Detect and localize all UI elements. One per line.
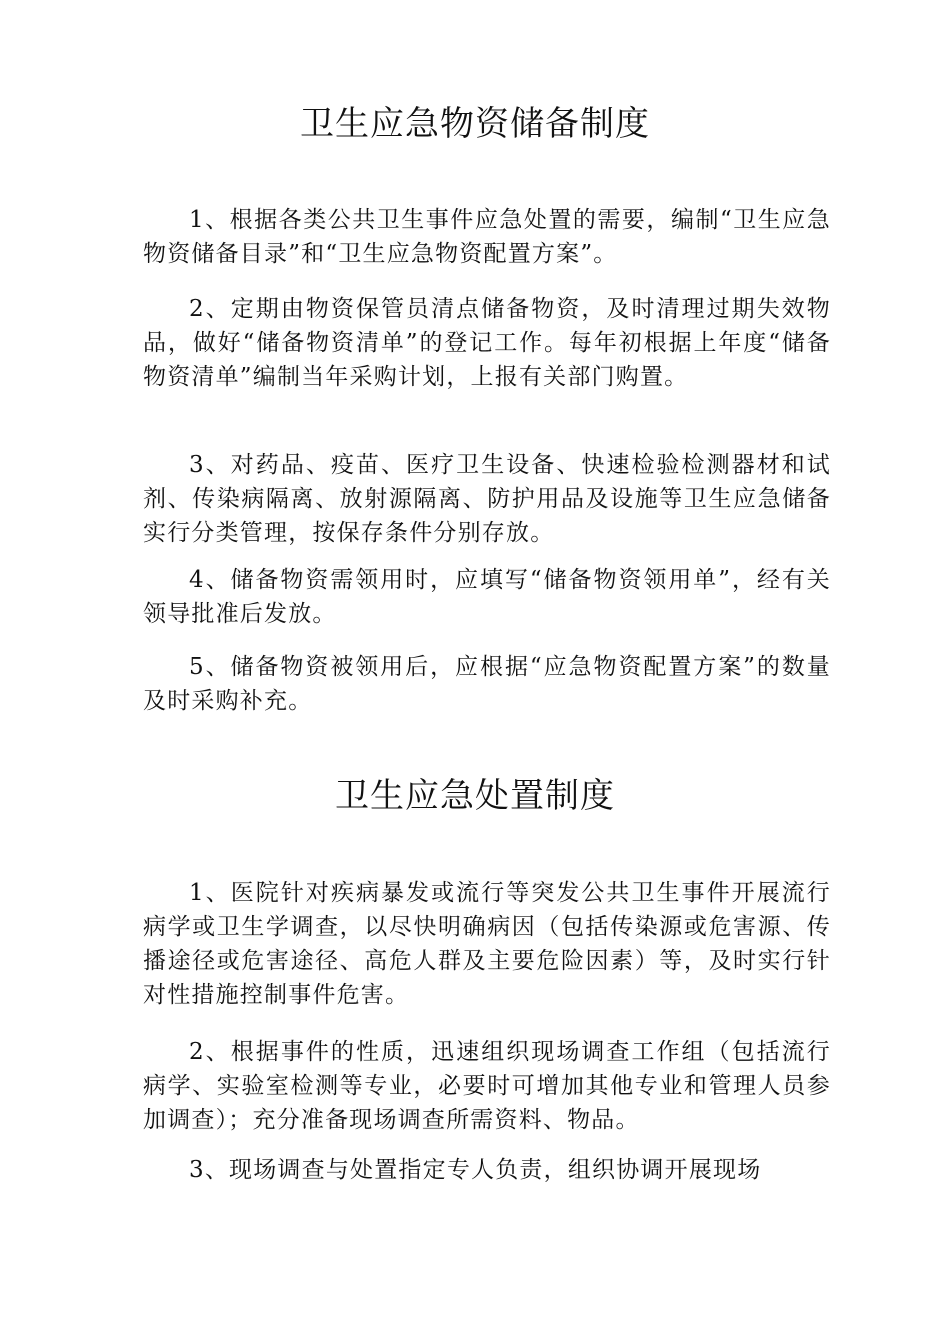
section-title-emergency-response: 卫生应急处置制度 <box>335 776 615 816</box>
paragraph: 1、医院针对疾病暴发或流行等突发公共卫生事件开展流行病学或卫生学调查，以尽快明确病因（包括传染源或危害源、传播途径或危害途径、高危人群及主要危险因素）等，及时实行针对性措施控制事件危害。 <box>143 880 831 1008</box>
paragraph: 3、现场调查与处置指定专人负责，组织协调开展现场 <box>189 1157 762 1183</box>
paragraph: 3、对药品、疫苗、医疗卫生设备、快速检验检测器材和试剂、传染病隔离、放射源隔离、防护用品及设施等卫生应急储备实行分类管理，按保存条件分别存放。 <box>143 452 831 546</box>
paragraph: 1、根据各类公共卫生事件应急处置的需要，编制“卫生应急物资储备目录”和“卫生应急物资配置方案”。 <box>143 207 831 267</box>
section-title-emergency-supplies: 卫生应急物资储备制度 <box>300 104 650 144</box>
paragraph: 2、定期由物资保管员清点储备物资，及时清理过期失效物品，做好“储备物资清单”的登记工作。每年初根据上年度“储备物资清单”编制当年采购计划，上报有关部门购置。 <box>143 296 831 390</box>
paragraph: 5、储备物资被领用后，应根据“应急物资配置方案”的数量及时采购补充。 <box>143 654 831 714</box>
paragraph: 4、储备物资需领用时，应填写“储备物资领用单”，经有关领导批准后发放。 <box>143 567 831 627</box>
paragraph: 2、根据事件的性质，迅速组织现场调查工作组（包括流行病学、实验室检测等专业，必要时可增加其他专业和管理人员参加调查）；充分准备现场调查所需资料、物品。 <box>143 1039 831 1133</box>
